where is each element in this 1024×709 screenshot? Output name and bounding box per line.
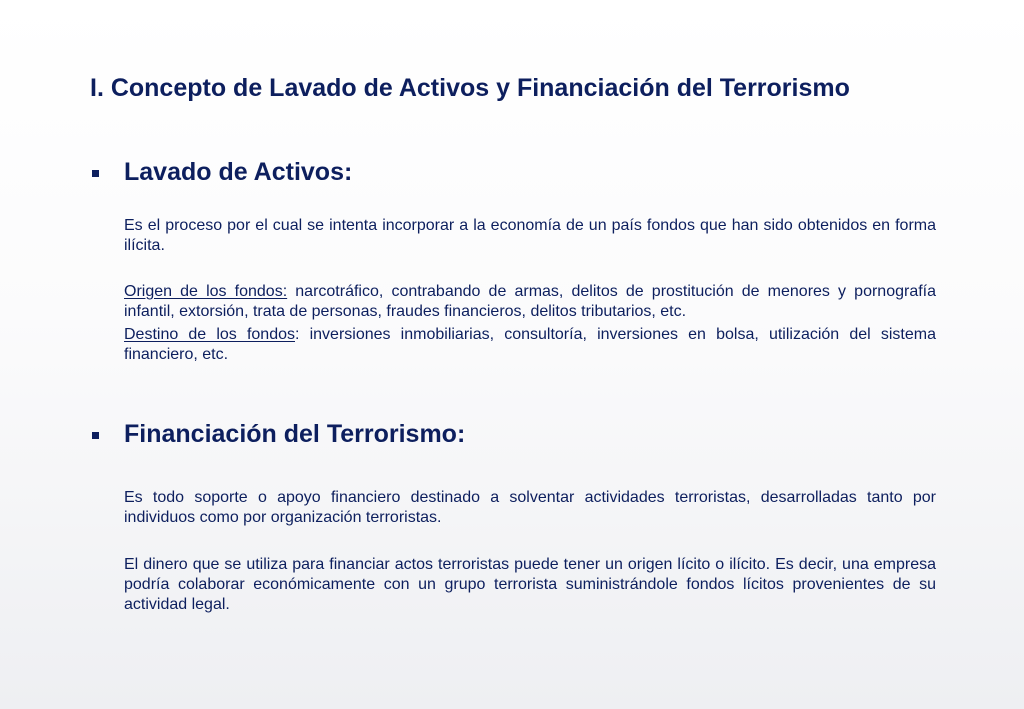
- financiacion-note: El dinero que se utiliza para financiar actos terroristas puede tener un origen lícito o ilícito. Es decir, una empresa podría colaborar económicamente con un grupo terrorista suministrándole fondos lícitos provenientes de su actividad legal.: [124, 556, 936, 613]
- square-bullet-icon: [92, 432, 99, 439]
- square-bullet-icon: [92, 170, 99, 177]
- destination-label: Destino de los fondos: [124, 326, 295, 343]
- origin-paragraph: [124, 282, 936, 322]
- destination-text: : inversiones inmobiliarias, consultoría, inversiones en bolsa, utilización del sistema financiero, etc.: [124, 326, 936, 363]
- slide-title: I. Concepto de Lavado de Activos y Financiación del Terrorismo: [90, 74, 850, 102]
- origin-text: narcotráfico, contrabando de armas, delitos de prostitución de menores y pornografía infantil, extorsión, trata de personas, fraudes financieros, delitos tributarios, etc.: [124, 283, 937, 320]
- financiacion-definition: Es todo soporte o apoyo financiero destinado a solventar actividades terroristas, desarrolladas tanto por individuos como por organización terroristas.: [124, 489, 936, 526]
- section-heading: Lavado de Activos:: [124, 158, 353, 186]
- section-heading: Financiación del Terrorismo:: [124, 420, 466, 448]
- origin-label: Origen de los fondos:: [124, 283, 288, 300]
- destination-paragraph: [124, 325, 936, 365]
- lavado-definition: Es el proceso por el cual se intenta incorporar a la economía de un país fondos que han sido obtenidos en forma ilícita.: [124, 217, 936, 254]
